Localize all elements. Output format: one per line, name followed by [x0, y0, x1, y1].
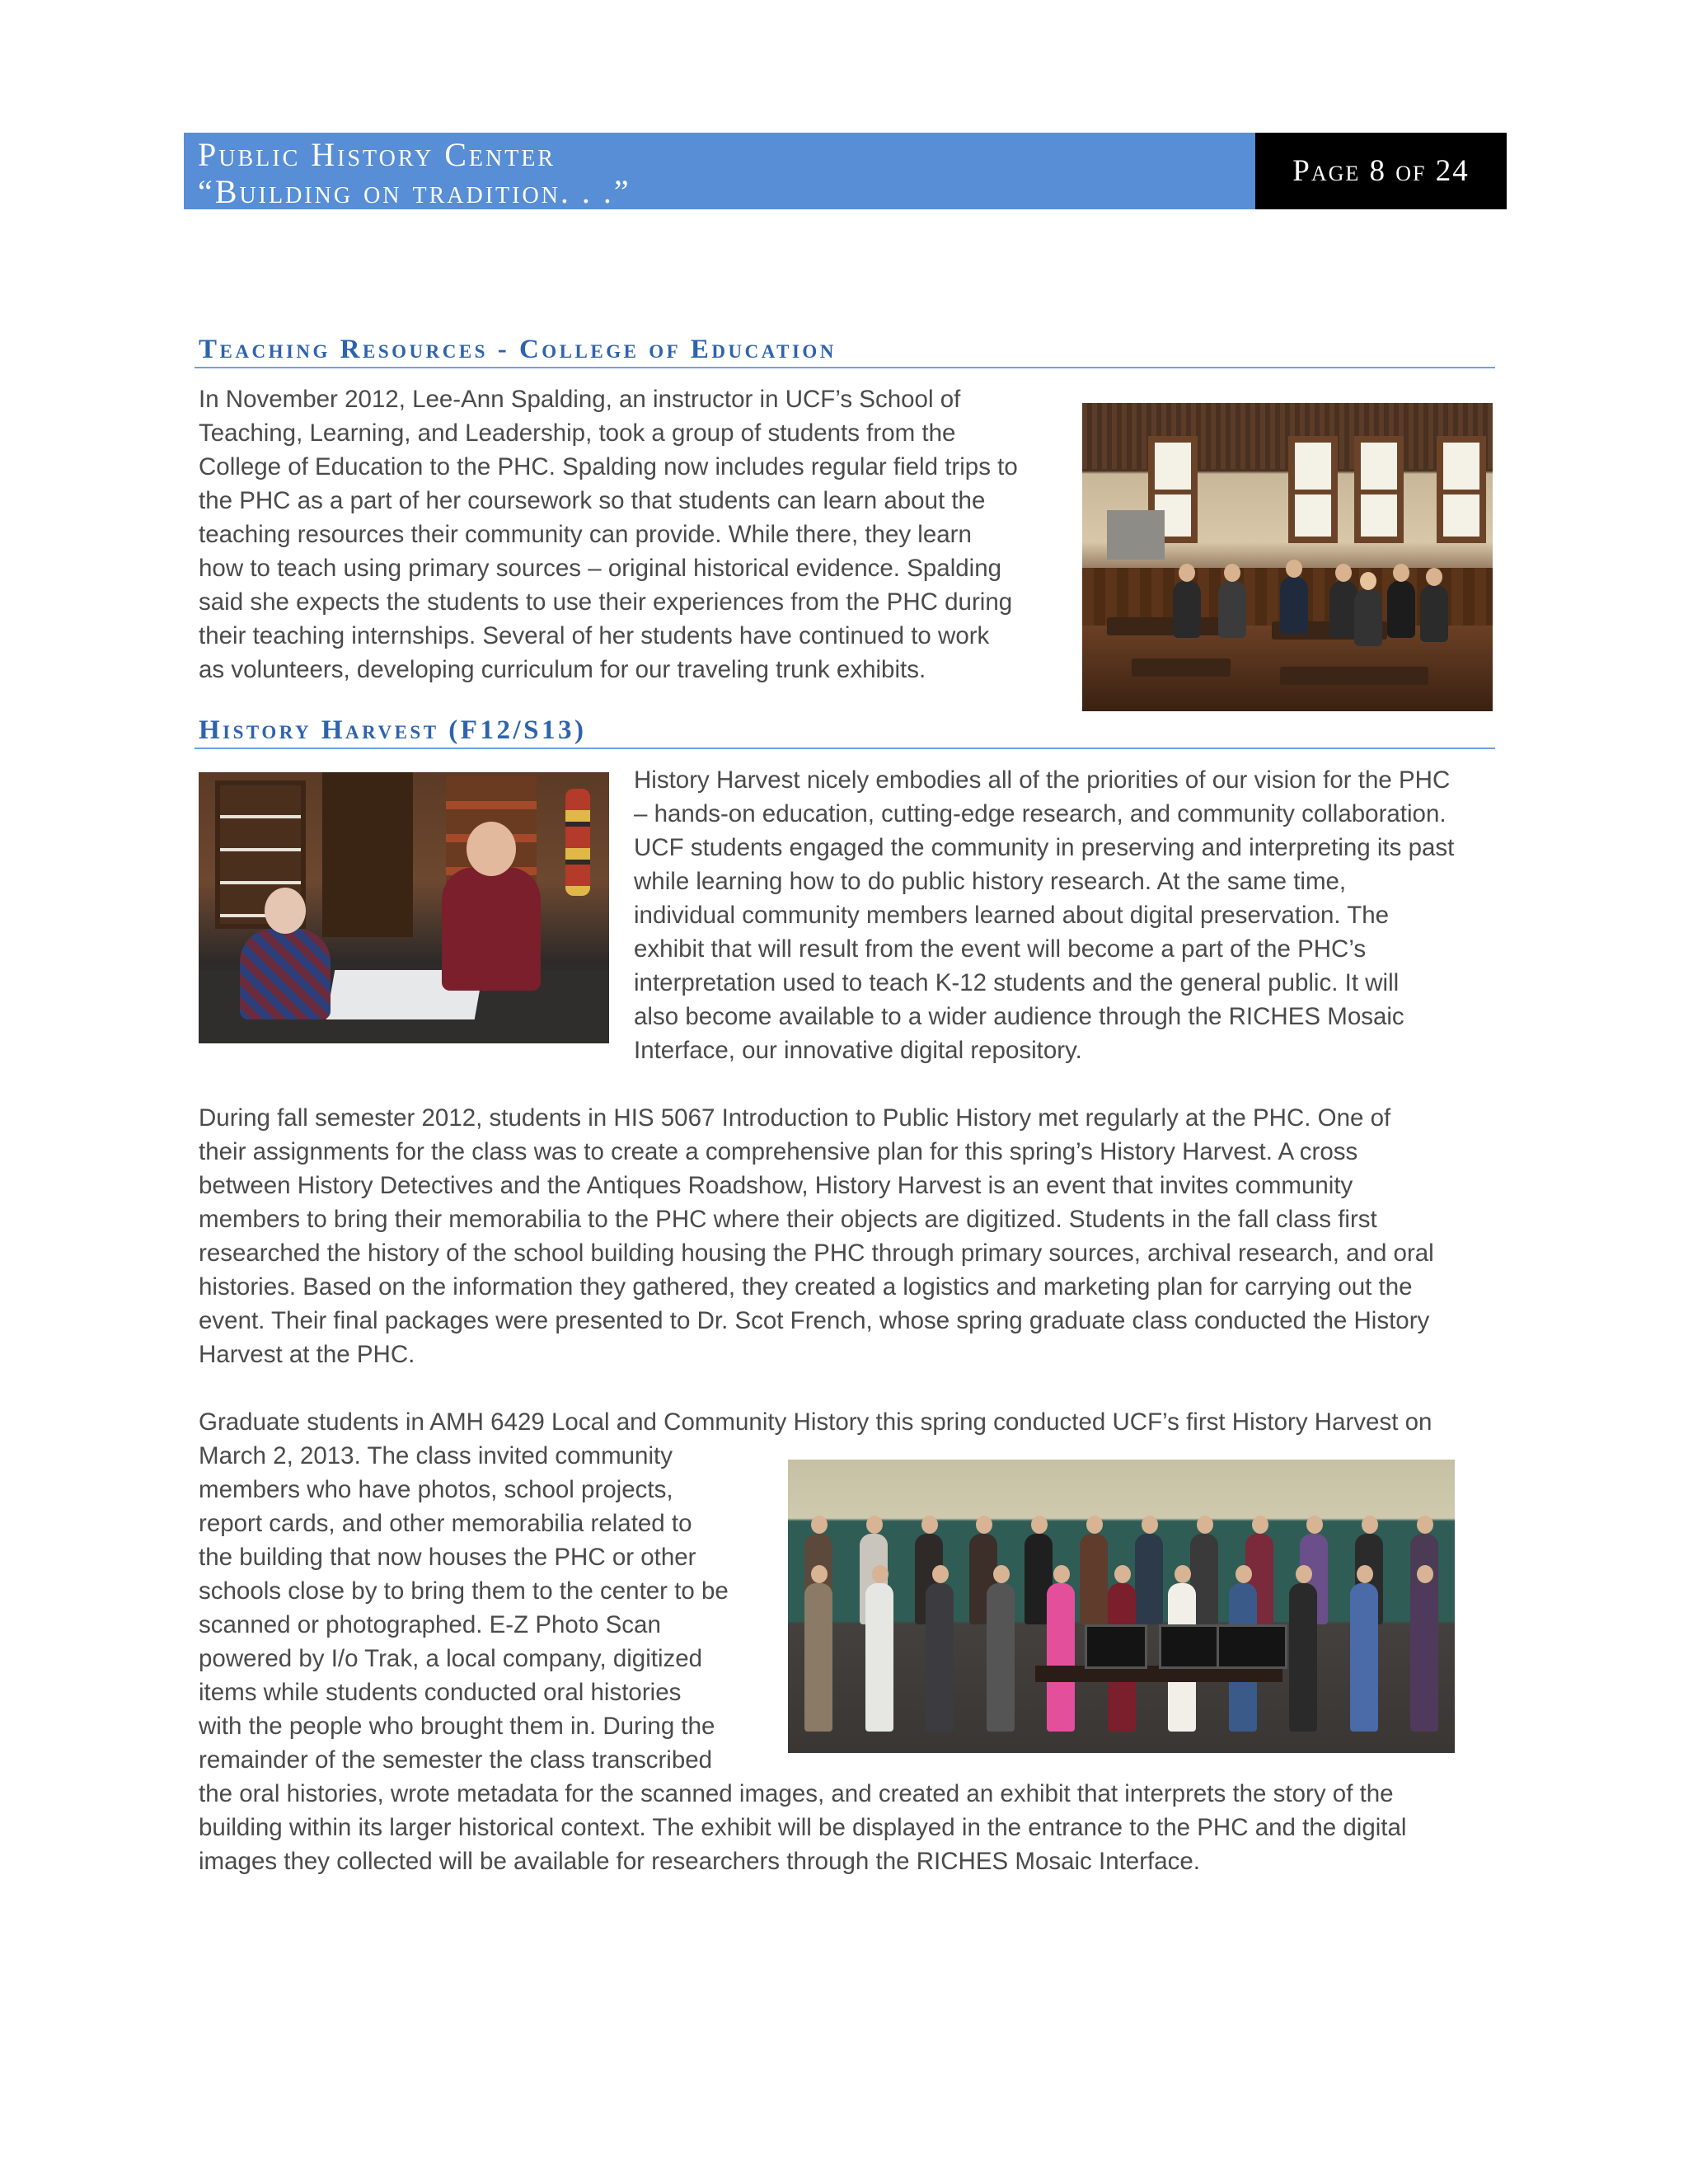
- text-line: their teaching internships. Several of her students have continued to work: [199, 622, 990, 649]
- text-line: how to teach using primary sources – original historical evidence. Spalding: [199, 555, 1002, 582]
- text-line: while learning how to do public history research. At the same time,: [634, 868, 1347, 895]
- harvest-grad-wide-paragraph: [199, 1777, 1406, 1878]
- text-line: items while students conducted oral histories: [199, 1679, 682, 1706]
- text-line: between History Detectives and the Antiques Roadshow, History Harvest is an event that invites community: [199, 1172, 1353, 1199]
- text-line: schools close by to bring them to the center to be: [199, 1577, 729, 1605]
- text-line: During fall semester 2012, students in HIS 5067 Introduction to Public History met regularly at the PHC. One of: [199, 1104, 1391, 1132]
- harvest-grad-narrow-paragraph: [199, 1439, 729, 1777]
- teaching-paragraph: [199, 382, 1018, 687]
- harvest-workshop-photo: [199, 772, 609, 1043]
- section-heading-harvest: History Harvest (F12/S13): [199, 715, 587, 745]
- text-line: UCF students engaged the community in preserving and interpreting its past: [634, 834, 1455, 861]
- harvest-intro-paragraph: [634, 763, 1454, 1067]
- text-line: teaching resources their community can provide. While there, they learn: [199, 521, 972, 548]
- harvest-fall-paragraph: [199, 1101, 1434, 1371]
- text-line: their assignments for the class was to create a comprehensive plan for this spring’s History Harvest. A cross: [199, 1138, 1358, 1165]
- text-line: In November 2012, Lee-Ann Spalding, an instructor in UCF’s School of: [199, 386, 961, 413]
- text-line: members to bring their memorabilia to the PHC where their objects are digitized. Students in the fall class first: [199, 1206, 1377, 1233]
- harvest-grad-first-line: Graduate students in AMH 6429 Local and Community History this spring conducted UCF’s first History Harvest on: [199, 1408, 1432, 1436]
- text-line: March 2, 2013. The class invited community: [199, 1442, 673, 1469]
- text-line: event. Their final packages were presented to Dr. Scot French, whose spring graduate class conducted the History: [199, 1307, 1430, 1334]
- classroom-photo: [1082, 403, 1493, 711]
- page-number-box: [1255, 133, 1507, 209]
- text-line: images they collected will be available for researchers through the RICHES Mosaic Interface.: [199, 1848, 1200, 1875]
- text-line: individual community members learned about digital preservation. The: [634, 902, 1390, 929]
- text-line: remainder of the semester the class transcribed: [199, 1746, 713, 1774]
- page-number-label: Page 8 of 24: [1292, 154, 1470, 188]
- text-line: the oral histories, wrote metadata for the scanned images, and created an exhibit that interprets the story of the: [199, 1780, 1394, 1807]
- text-line: the building that now houses the PHC or other: [199, 1544, 696, 1571]
- text-line: Interface, our innovative digital repository.: [634, 1037, 1082, 1064]
- text-line: with the people who brought them in. During the: [199, 1713, 715, 1740]
- group-photo: [788, 1460, 1455, 1753]
- text-line: – hands-on education, cutting-edge research, and community collaboration.: [634, 800, 1447, 827]
- text-line: scanned or photographed. E-Z Photo Scan: [199, 1611, 661, 1638]
- text-line: report cards, and other memorabilia related to: [199, 1510, 692, 1537]
- text-line: History Harvest nicely embodies all of the priorities of our vision for the PHC: [634, 766, 1451, 794]
- text-line: members who have photos, school projects,: [199, 1476, 673, 1503]
- text-line: the PHC as a part of her coursework so that students can learn about the: [199, 487, 986, 514]
- text-line: College of Education to the PHC. Spalding now includes regular field trips to: [199, 453, 1018, 480]
- text-line: researched the history of the school building housing the PHC through primary sources, archival research, and oral: [199, 1240, 1434, 1267]
- section-heading-teaching: Teaching Resources - College of Education: [199, 335, 837, 364]
- section-rule-harvest: [195, 748, 1495, 749]
- text-line: Teaching, Learning, and Leadership, took a group of students from the: [199, 419, 956, 447]
- text-line: as volunteers, developing curriculum for our traveling trunk exhibits.: [199, 656, 926, 683]
- header-subtitle: “Building on tradition. . .”: [198, 173, 631, 210]
- text-line: exhibit that will result from the event will become a part of the PHC’s: [634, 935, 1367, 963]
- text-line: building within its larger historical context. The exhibit will be displayed in the entrance to the PHC and the digital: [199, 1814, 1407, 1841]
- header-title: Public History Center: [198, 136, 556, 173]
- text-line: also become available to a wider audience through the RICHES Mosaic: [634, 1003, 1404, 1030]
- text-line: Harvest at the PHC.: [199, 1341, 415, 1368]
- text-line: interpretation used to teach K-12 students and the general public. It will: [634, 969, 1400, 996]
- text-line: said she expects the students to use their experiences from the PHC during: [199, 588, 1013, 616]
- text-line: histories. Based on the information they gathered, they created a logistics and marketing plan for carrying out the: [199, 1273, 1413, 1301]
- section-rule-teaching: [195, 367, 1495, 368]
- text-line: powered by I/o Trak, a local company, digitized: [199, 1645, 703, 1672]
